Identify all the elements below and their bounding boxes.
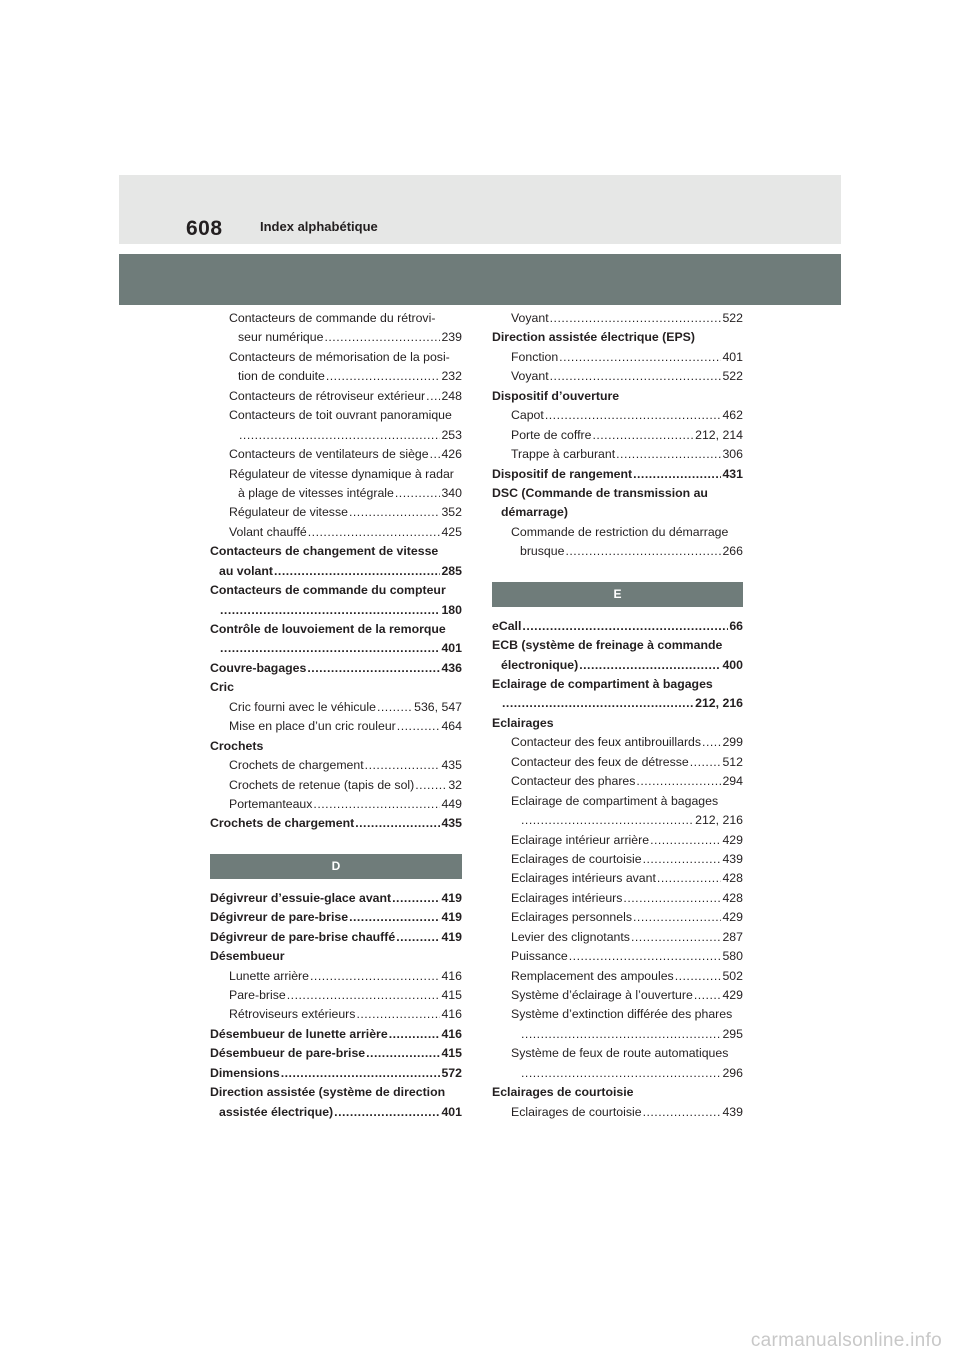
page-reference-link[interactable]: 212, 216 — [695, 696, 743, 711]
dot-leader — [544, 406, 722, 425]
entry-text: Voyant — [511, 311, 549, 325]
dot-leader — [649, 831, 721, 850]
index-entry — [210, 581, 462, 600]
dot-leader — [568, 947, 722, 966]
entry-text: Eclairages intérieurs — [511, 890, 623, 905]
page-reference-link[interactable]: 464 — [441, 719, 462, 734]
dot-leader — [355, 1005, 440, 1024]
index-entry — [210, 426, 462, 445]
page-reference-link[interactable]: 436 — [441, 660, 462, 675]
page-reference-link[interactable]: 401 — [722, 349, 743, 364]
index-entry — [492, 831, 743, 850]
dot-leader — [376, 698, 413, 717]
entry-text: tion de conduite — [238, 369, 325, 384]
dot-leader — [325, 367, 441, 386]
dot-leader — [238, 426, 440, 445]
dot-leader — [394, 484, 441, 503]
dot-leader — [280, 1064, 441, 1083]
entry-text: Contacteurs de rétroviseur extérieur — [229, 388, 426, 403]
page-reference-link[interactable]: 253 — [441, 427, 462, 442]
entry-text: Régulateur de vitesse — [229, 505, 348, 520]
dot-leader — [286, 986, 441, 1005]
dot-leader — [520, 811, 694, 830]
entry-text: Système d’extinction différée des phares — [511, 1007, 733, 1022]
index-entry — [492, 523, 743, 542]
entry-text: Pare-brise — [229, 988, 286, 1002]
letter-gap — [210, 881, 462, 889]
index-entry — [210, 406, 462, 425]
page-reference-link[interactable]: 239 — [441, 330, 462, 345]
index-entry — [210, 967, 462, 986]
index-entry — [210, 908, 462, 927]
page-reference-link[interactable]: 232 — [441, 369, 462, 384]
index-entry — [492, 484, 743, 503]
dot-leader — [501, 694, 694, 713]
dot-leader — [348, 503, 441, 522]
entry-text: Levier des clignotants — [511, 929, 630, 944]
dot-leader — [635, 772, 721, 791]
entry-text: Dégivreur d’essuie-glace avant — [210, 890, 392, 905]
index-entry — [492, 908, 743, 927]
entry-text: Fonction — [511, 349, 559, 364]
entry-text: Eclairages personnels — [511, 910, 632, 925]
entry-text: Eclairages de courtoisie — [511, 1104, 642, 1119]
entry-text: Contacteurs de commande du compteur — [210, 583, 446, 598]
page-reference-link[interactable]: 439 — [722, 1104, 743, 1119]
entry-text: Porte de coffre — [511, 427, 592, 442]
index-entry — [492, 947, 743, 966]
entry-text: Commande de restriction du démarrage — [511, 524, 729, 539]
dot-leader — [396, 717, 441, 736]
page-reference-link[interactable]: 266 — [722, 544, 743, 559]
entry-text: Puissance — [511, 949, 568, 964]
index-entry — [210, 756, 462, 775]
page-reference-link[interactable]: 294 — [722, 774, 743, 789]
dot-leader — [642, 1103, 722, 1122]
index-entry — [210, 1064, 462, 1083]
dot-leader — [307, 523, 441, 542]
page-reference-link[interactable]: 428 — [722, 890, 743, 905]
index-entry — [210, 678, 462, 697]
entry-text: Cric — [210, 680, 234, 695]
index-entry — [492, 714, 743, 733]
page-reference-link[interactable]: 536, 547 — [414, 699, 462, 714]
index-entry — [492, 967, 743, 986]
page-reference-link[interactable]: 462 — [722, 408, 743, 423]
index-entry — [492, 367, 743, 386]
index-entry — [210, 1103, 462, 1122]
index-entry — [210, 348, 462, 367]
dot-leader — [323, 328, 440, 347]
dot-leader — [632, 465, 721, 484]
page-reference-link[interactable]: 299 — [722, 735, 743, 750]
dot-leader — [630, 928, 722, 947]
index-entry — [492, 811, 743, 830]
entry-text: Contacteur des phares — [511, 774, 636, 789]
dot-leader — [622, 889, 721, 908]
index-entry — [210, 776, 462, 795]
entry-text: Contacteur des feux de détresse — [511, 754, 689, 769]
index-entry — [210, 1005, 462, 1024]
dot-leader — [391, 889, 440, 908]
entry-text: Eclairage intérieur arrière — [511, 832, 650, 847]
index-entry — [210, 601, 462, 620]
entry-text: Eclairage de compartiment à bagages — [511, 793, 719, 808]
entry-text: Capot — [511, 408, 544, 423]
entry-text: Système d’éclairage à l’ouverture — [511, 988, 693, 1002]
entry-text: Cric fourni avec le véhicule — [229, 699, 376, 714]
page-reference-link[interactable]: 572 — [441, 1065, 462, 1080]
index-entry — [492, 850, 743, 869]
dot-leader — [656, 869, 722, 888]
entry-text: Désembueur de lunette arrière — [210, 1026, 388, 1041]
dot-leader — [701, 733, 721, 752]
page-reference-link[interactable]: 502 — [722, 968, 743, 983]
index-entry — [210, 928, 462, 947]
dot-leader — [520, 1064, 721, 1083]
entry-text: Dégivreur de pare-brise chauffé — [210, 929, 396, 944]
page-reference-link[interactable]: 340 — [441, 485, 462, 500]
index-entry — [492, 1064, 743, 1083]
index-entry — [210, 309, 462, 328]
entry-text: Contacteurs de ventilateurs de siège — [229, 447, 429, 462]
entry-text: Dispositif de rangement — [492, 466, 633, 481]
dot-leader — [312, 795, 440, 814]
index-entry — [210, 795, 462, 814]
page-reference-link[interactable]: 415 — [441, 1046, 462, 1061]
entry-text: Crochets de chargement — [229, 758, 364, 773]
entry-text: Voyant — [511, 369, 549, 384]
dot-leader — [364, 756, 441, 775]
index-entry — [210, 503, 462, 522]
index-entry — [492, 387, 743, 406]
page-reference-link[interactable]: 428 — [722, 871, 743, 886]
page-reference-link[interactable]: 580 — [722, 949, 743, 964]
index-entry — [210, 542, 462, 561]
index-entry — [492, 869, 743, 888]
entry-text: Eclairages intérieurs avant — [511, 871, 656, 886]
page-reference-link[interactable]: 435 — [441, 758, 462, 773]
page-reference-link[interactable]: 401 — [441, 1104, 462, 1119]
letter-gap — [492, 562, 743, 582]
index-entry — [492, 503, 743, 522]
entry-text: Crochets de chargement — [210, 816, 355, 831]
entry-text: Dispositif d’ouverture — [492, 388, 620, 403]
entry-text: Contacteur des feux antibrouillards — [511, 735, 702, 750]
entry-text: Direction assistée (système de direction — [210, 1085, 446, 1100]
page-reference-link[interactable]: 429 — [722, 988, 743, 1002]
index-entry — [492, 328, 743, 347]
index-entry — [210, 484, 462, 503]
entry-text: Crochets de retenue (tapis de sol) — [229, 777, 415, 792]
index-entry — [210, 947, 462, 966]
dot-leader — [395, 928, 440, 947]
index-entry — [492, 694, 743, 713]
dot-leader — [273, 562, 440, 581]
index-entry — [492, 1005, 743, 1024]
dot-leader — [309, 967, 440, 986]
index-entry — [492, 675, 743, 694]
page-reference-link[interactable]: 248 — [441, 388, 462, 403]
page-reference-link[interactable]: 522 — [722, 369, 743, 384]
index-entry — [492, 792, 743, 811]
entry-text: Direction assistée électrique (EPS) — [492, 330, 695, 345]
dot-leader — [615, 445, 721, 464]
dot-leader — [674, 967, 722, 986]
dot-leader — [642, 850, 722, 869]
index-entry — [210, 445, 462, 464]
letter-section-header: D — [210, 854, 462, 879]
dot-leader — [564, 542, 721, 561]
dot-leader — [520, 1025, 721, 1044]
entry-text: Contacteurs de changement de vitesse — [210, 544, 439, 559]
entry-text: Remplacement des ampoules — [511, 968, 674, 983]
index-entry — [210, 737, 462, 756]
entry-text: eCall — [492, 618, 522, 633]
page-reference-link[interactable]: 439 — [722, 851, 743, 866]
dot-leader — [693, 986, 722, 1005]
page-reference-link[interactable]: 400 — [722, 657, 743, 672]
page-reference-link[interactable]: 212, 214 — [695, 427, 743, 442]
dot-leader — [591, 426, 694, 445]
page-reference-link[interactable]: 415 — [441, 988, 462, 1002]
entry-text: Eclairages de courtoisie — [492, 1085, 634, 1100]
watermark: carmanualsonline.info — [750, 1330, 942, 1351]
page-reference-link[interactable]: 416 — [441, 1007, 462, 1022]
page-reference-link[interactable]: 352 — [441, 505, 462, 520]
entry-text: à plage de vitesses intégrale — [238, 485, 394, 500]
entry-text: Rétroviseurs extérieurs — [229, 1007, 356, 1022]
dot-leader — [365, 1044, 440, 1063]
index-entry — [210, 387, 462, 406]
entry-text: DSC (Commande de transmission au — [492, 485, 708, 500]
page-reference-link[interactable]: 512 — [722, 754, 743, 769]
page-reference-link[interactable]: 295 — [722, 1026, 743, 1041]
entry-text: Régulateur de vitesse dynamique à radar — [229, 466, 454, 481]
page-reference-link[interactable]: 426 — [441, 447, 462, 462]
entry-text: Volant chauffé — [229, 524, 307, 539]
page-reference-link[interactable]: 431 — [722, 466, 743, 481]
header-top-band — [119, 175, 841, 244]
page-reference-link[interactable]: 306 — [722, 447, 743, 462]
index-entry — [492, 986, 743, 1005]
dot-leader — [689, 753, 722, 772]
index-entry — [492, 1083, 743, 1102]
entry-text: Couvre-bagages — [210, 660, 307, 675]
index-entry — [210, 562, 462, 581]
entry-text: électronique) — [501, 657, 579, 672]
entry-text: Contacteurs de commande du rétrovi- — [229, 311, 436, 325]
index-entry — [210, 465, 462, 484]
page-reference-link[interactable]: 296 — [722, 1065, 743, 1080]
index-entry — [492, 426, 743, 445]
index-entry — [492, 617, 743, 636]
entry-text: Crochets — [210, 738, 264, 753]
index-entry — [492, 753, 743, 772]
dot-leader — [425, 387, 440, 406]
dot-leader — [219, 639, 440, 658]
dot-leader — [306, 659, 440, 678]
dot-leader — [558, 348, 721, 367]
dot-leader — [333, 1103, 440, 1122]
index-entry — [210, 986, 462, 1005]
index-entry — [492, 1103, 743, 1122]
index-entry — [492, 733, 743, 752]
entry-text: Contrôle de louvoiement de la remorque — [210, 622, 446, 636]
index-entry — [210, 620, 462, 639]
index-entry — [492, 636, 743, 655]
letter-gap — [492, 609, 743, 617]
entry-text: Désembueur — [210, 949, 285, 964]
index-entry — [492, 1025, 743, 1044]
dot-leader — [388, 1025, 441, 1044]
section-title: Index alphabétique — [260, 219, 378, 234]
entry-text: Mise en place d’un cric rouleur — [229, 719, 396, 734]
dot-leader — [219, 601, 440, 620]
entry-text: Dimensions — [210, 1065, 280, 1080]
page-reference-link[interactable]: 419 — [441, 890, 462, 905]
dot-leader — [578, 656, 721, 675]
dot-leader — [414, 776, 447, 795]
index-entry — [492, 928, 743, 947]
entry-text: brusque — [520, 544, 565, 559]
entry-text: Contacteurs de toit ouvrant panoramique — [229, 408, 452, 423]
letter-section-header: E — [492, 582, 743, 607]
page-reference-link[interactable]: 416 — [441, 1026, 462, 1041]
entry-text: au volant — [219, 563, 273, 578]
dot-leader — [348, 908, 440, 927]
entry-text: Eclairages de courtoisie — [511, 851, 642, 866]
dot-leader — [354, 814, 440, 833]
index-entry — [492, 406, 743, 425]
index-entry — [210, 367, 462, 386]
page-reference-link[interactable]: 287 — [722, 929, 743, 944]
index-entry — [492, 309, 743, 328]
entry-text: Eclairages — [492, 715, 554, 730]
index-entry — [210, 1083, 462, 1102]
entry-text: ECB (système de freinage à commande — [492, 638, 723, 653]
index-column-left — [210, 309, 462, 1122]
dot-leader — [549, 309, 722, 328]
page-reference-link[interactable]: 285 — [441, 563, 462, 578]
index-entry — [492, 542, 743, 561]
entry-text: Système de feux de route automatiques — [511, 1046, 729, 1061]
page-reference-link[interactable]: 180 — [441, 602, 462, 617]
index-entry — [492, 772, 743, 791]
index-entry — [210, 328, 462, 347]
index-entry — [210, 698, 462, 717]
entry-text: démarrage) — [501, 505, 568, 520]
index-entry — [210, 814, 462, 833]
page-reference-link[interactable]: 429 — [722, 832, 743, 847]
index-entry — [492, 1044, 743, 1063]
entry-text: seur numérique — [238, 330, 324, 345]
page-reference-link[interactable]: 416 — [441, 968, 462, 983]
dot-leader — [632, 908, 721, 927]
index-entry — [210, 659, 462, 678]
entry-text: Lunette arrière — [229, 968, 309, 983]
index-entry — [210, 1044, 462, 1063]
page-reference-link[interactable]: 435 — [441, 816, 462, 831]
index-entry — [492, 656, 743, 675]
page-reference-link[interactable]: 212, 216 — [695, 813, 743, 828]
index-entry — [492, 348, 743, 367]
dot-leader — [521, 617, 728, 636]
page-reference-link[interactable]: 449 — [441, 796, 462, 811]
index-entry — [492, 889, 743, 908]
page-reference-link[interactable]: 522 — [722, 311, 743, 325]
entry-text: Contacteurs de mémorisation de la posi- — [229, 349, 450, 364]
index-entry — [210, 889, 462, 908]
index-entry — [210, 717, 462, 736]
entry-text: assistée électrique) — [219, 1104, 334, 1119]
entry-text: Portemanteaux — [229, 796, 313, 811]
entry-text: Trappe à carburant — [511, 447, 616, 462]
page-reference-link[interactable]: 419 — [441, 910, 462, 925]
index-entry — [492, 445, 743, 464]
page-reference-link[interactable]: 401 — [441, 641, 462, 656]
dot-leader — [429, 445, 441, 464]
letter-gap — [210, 834, 462, 854]
index-entry — [210, 1025, 462, 1044]
index-entry — [210, 523, 462, 542]
entry-text: Dégivreur de pare-brise — [210, 910, 349, 925]
index-entry — [492, 465, 743, 484]
dot-leader — [549, 367, 722, 386]
entry-text: Désembueur de pare-brise — [210, 1046, 366, 1061]
page-reference-link[interactable]: 429 — [722, 910, 743, 925]
page-reference-link[interactable]: 32 — [448, 777, 462, 792]
index-column-right — [492, 309, 743, 1122]
index-entry — [210, 639, 462, 658]
header-dark-band — [119, 254, 841, 305]
page-reference-link[interactable]: 425 — [441, 524, 462, 539]
page-reference-link[interactable]: 66 — [729, 618, 743, 633]
page-number: 608 — [186, 217, 223, 240]
page-reference-link[interactable]: 419 — [441, 929, 462, 944]
entry-text: Eclairage de compartiment à bagages — [492, 677, 713, 691]
